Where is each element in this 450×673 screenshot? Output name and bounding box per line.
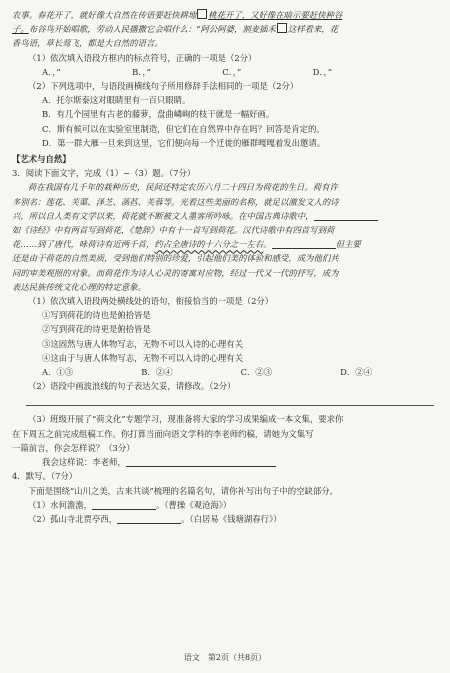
page-footer: 语文 第2页（共8页） <box>183 653 267 662</box>
question-intro: 下面是围绕“山川之美，古来共谈”梳理的名篇名句，请你补写出句子中的空缺部分。 <box>28 485 339 496</box>
passage-line: 兴，所以自人类有文学以来，荷花就不断被文人墨客所吟咏。在中国古典诗歌中， <box>12 209 442 223</box>
choice-item: ④这由于与唐人体物写志，无物不可以入诗的心理有关 <box>42 352 243 363</box>
question-stem: （3）班级开展了“荷文化”专题学习，现准备将大家的学习成果编成一本文集，要求你 <box>28 414 344 425</box>
option-c: C．，” <box>222 66 242 77</box>
section-heading: 【艺术与自然】 <box>12 154 71 165</box>
blank-box <box>197 9 207 19</box>
option-b: B．有几个园里有古老的藤萝，盘曲嶙峋的枝干就是一幅好画。 <box>42 109 275 120</box>
passage-line: 多别名：莲花、芙蕖、泽芝、菡萏、芙蓉等。光看这些美丽的名称，就足以激发文人的诗 <box>12 196 339 207</box>
question-heading: 4．默写。（7分） <box>12 471 78 482</box>
passage-line: 农事。春花开了，就好像大自然在传语要赶快耕地 桃花开了，又好像在暗示要赶快种谷 <box>12 10 343 20</box>
question-stem: （1）依次填入语段方框内的标点符号，正确的一项是（2分） <box>28 52 257 63</box>
passage-line: 香鸟语，草长莺飞，都是大自然的语言。 <box>12 38 163 49</box>
choice-item: ①写到荷花的诗也是俯拾皆是 <box>42 310 151 321</box>
answer-prompt: 我会这样说：李老师， <box>12 455 442 469</box>
option-b: B．②④ <box>141 367 173 378</box>
question-heading: 3．阅读下面文字，完成（1）~（3）题。（7分） <box>12 168 196 179</box>
question-stem-cont: 在下周五之前完成组稿工作。你打算当面向语文学科的李老师约稿，请她为文集写 <box>12 428 314 439</box>
fill-blank <box>314 211 378 221</box>
answer-blank[interactable] <box>117 514 181 524</box>
fill-blank <box>272 239 336 249</box>
option-b: B．，” <box>132 66 151 77</box>
passage-line: 同的审美观照的对象。而荷花作为诗人心灵的寄寓对应物，经过一代又一代的抒写，成为 <box>12 267 339 278</box>
question-stem: （1）依次填入语段两处横线处的语句，衔接恰当的一项是（2分） <box>28 296 274 307</box>
choice-item: ③这固然与唐人体物写志，无物不可以入诗的心理有关 <box>42 338 243 349</box>
options-row <box>12 365 442 379</box>
option-d: D．，” <box>312 66 332 77</box>
question-stem-cont: 一篇前言，你会怎样说？（3分） <box>12 442 135 453</box>
choice-item: ②写到荷花的诗更是俯拾皆是 <box>42 324 151 335</box>
option-d: D．第一群大雁一旦来到这里，它们便向每一个迁徙的雁群嘎嘎着发出邀请。 <box>42 137 326 148</box>
answer-blank[interactable] <box>126 457 276 467</box>
option-a: A．①③ <box>42 367 74 378</box>
blank-box <box>277 23 287 33</box>
passage-line: 还是由于荷花的自然美质，受到他们特别的珍爱，引起他们美的体验和感受，成为他们共 <box>12 253 339 264</box>
answer-blank[interactable] <box>92 500 156 510</box>
passage-line: 子。布谷鸟开始唱歌，劳动人民播撒它会唱什么：“阿公阿婆，割麦插禾 这样看来，花 <box>12 24 339 35</box>
question-stem: （2）下列选项中，与语段画横线句子所用修辞手法相同的一项是（2分） <box>28 81 299 92</box>
answer-line[interactable] <box>26 393 434 406</box>
page-content <box>12 8 442 526</box>
option-d: D．②④ <box>340 367 372 378</box>
passage-line: 如《诗经》中有两首写到荷花，《楚辞》中有十一首写到荷花。汉代诗歌中有四首写到荷 <box>12 225 335 236</box>
wavy-sentence: 约占全唐诗的十六分之一左右 <box>154 239 264 250</box>
passage-line: 表达民族传统文化心理的特定意象。 <box>12 281 146 292</box>
passage-line: 荷在我国有几千年的栽种历史，民间还特定农历六月二十四日为荷花的生日。荷有许 <box>28 182 338 193</box>
dictation-line: （2）孤山寺北贾亭西， 。（白居易《钱塘湖春行》） <box>28 513 282 524</box>
dictation-line: （1）水何澹澹， 。（曹操《观沧海》） <box>28 499 232 510</box>
options-row <box>12 65 442 79</box>
option-a: A．，” <box>42 66 61 77</box>
option-c: C．斯有候可以在实验室里制造，但它们在自然界中存在吗？回答是肯定的。 <box>42 123 325 134</box>
passage-line: 花……到了唐代，咏荷诗有近两千首，约占全唐诗的十六分之一左右。 但主要 <box>12 239 361 250</box>
option-c: C．②③ <box>240 367 273 378</box>
option-a: A．托尔斯泰这对眼睛里有一百只眼睛。 <box>42 95 191 106</box>
question-stem: （2）语段中画波浪线的句子表达欠妥，请修改。（2分） <box>28 381 236 392</box>
